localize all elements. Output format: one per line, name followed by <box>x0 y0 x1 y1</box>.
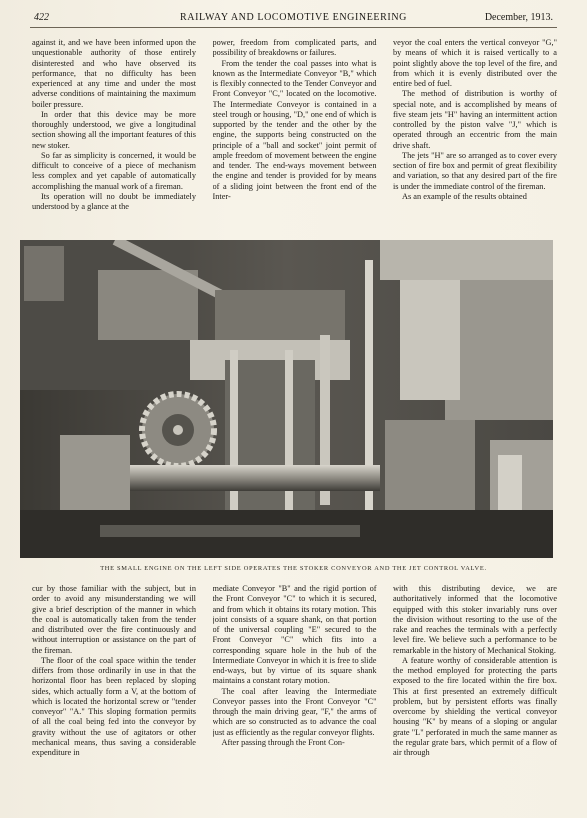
page-header <box>34 12 553 26</box>
text-column-6 <box>393 584 557 812</box>
paragraph: After passing through the Front Con- <box>221 737 345 747</box>
paragraph: The method of distribution is worthy of special note, and is accomplished by means of five steam jets "H" having an intermittent action controlled by the piston valve "J," which is operated through an eccentric from the main drive shaft. <box>393 89 557 150</box>
paragraph: The jets "H" are so arranged as to cover every section of fire box and permit of great flexibility and variation, so that any desired part of the fire is under the immediate control of the fireman. <box>393 150 557 191</box>
header-rule <box>30 27 557 28</box>
text-column-2 <box>213 38 377 232</box>
paragraph: power, freedom from complicated parts, and possibility of breakdowns or failures. <box>212 38 377 58</box>
paragraph: The floor of the coal space within the tender differs from those ordinarily in use in that the horizontal floor has been replaced by sloping sides, which actually form a V, at the bottom of which is located the horizontal screw or "tender conveyor" "A." This sloping formation permits of all the coal being fed into the conveyor by gravity without the use of agitators or other mechanical means, thus saving a considerable expenditure in <box>32 655 196 757</box>
stoker-engine-photo <box>20 240 553 558</box>
photo-caption: THE SMALL ENGINE ON THE LEFT SIDE OPERATES THE STOKER CONVEYOR AND THE JET CONTROL VALVE. <box>100 565 487 572</box>
paragraph: In order that this device may be more thoroughly understood, we give a longitudinal section showing all the important features of this new stoker. <box>32 109 196 150</box>
paragraph: So far as simplicity is concerned, it would be difficult to conceive of a piece of mechanism less complex and yet capable of automatically accomplishing the manual work of a fireman. <box>32 150 196 191</box>
paragraph: From the tender the coal passes into what is known as the Intermediate Conveyor "B," which is flexibly connected to the Tender Conveyor and Front Conveyor "C," located on the locomotive. The Intermediate Conveyor is contained in a steel trough or housing, "D," one end of which is supported by the tender and the other by the engine, the supports being constructed on the principle of a "ball and socket" joint permit of ample freedom of movement between the engine and tender. The end-ways movement between the engine and tender is provided for by means of a sliding joint between the front end of the Inter- <box>212 58 377 201</box>
issue-date: December, 1913. <box>484 12 553 23</box>
paragraph: The coal after leaving the Intermediate Conveyor passes into the Front Conveyor "C" through the main driving gear, "F," the arms of which are so constructed as to advance the coal just as efficiently as the regular conveyor flights. <box>212 686 377 737</box>
text-column-4 <box>32 584 196 812</box>
paragraph: A feature worthy of considerable attention is the method employed for protecting the parts exposed to the fire located within the fire box. This at first presented an extremely difficult problem, but by persistent efforts was finally overcome by shielding the vertical conveyor housing "K" by means of a sloping or angular grate "L" perforated in much the same manner as the regular grate bars, which permit of a flow of air through <box>393 655 557 757</box>
paragraph: mediate Conveyor "B" and the rigid portion of the Front Conveyor "C" to which it is secured, and from which it obtains its rotary motion. This joint consists of a square shank, on that portion of the universal coupling "E" secured to the Front Conveyor "C" which fits into a corresponding square hole in the hub of the Intermediate Conveyor in which it is free to slide end-ways, but by virtue of its square shank maintains a constant rotary motion. <box>212 584 377 686</box>
page-number: 422 <box>34 12 49 23</box>
text-column-5 <box>213 584 377 812</box>
text-column-1 <box>32 38 196 232</box>
paragraph: with this distributing device, we are authoritatively informed that the locomotive equipped with this stoker invariably runs over the division without resorting to the use of the rake and reaches the terminals with a perfectly level fire. We believe such a performance to be remarkable in the history of Mechanical Stoking. <box>393 584 557 655</box>
paragraph: Its operation will no doubt be immediately understood by a glance at the <box>32 191 196 211</box>
paragraph: veyor the coal enters the vertical conveyor "G," by means of which it is raised vertically to a point slightly above the top level of the fire, and from which it is evenly distributed over the entire bed of fuel. <box>393 38 557 88</box>
paragraph: against it, and we have been informed upon the unquestionable authority of those entirely disinterested and who have observed its performance, that no difficulty has been experienced at any time and under the most adverse conditions of maintaining the maximum boiler pressure. <box>32 38 196 109</box>
paragraph: As an example of the results obtained <box>402 191 527 201</box>
bottom-text-columns <box>32 584 557 812</box>
top-text-columns <box>32 38 557 232</box>
engine-photograph <box>20 240 553 558</box>
journal-title: RAILWAY AND LOCOMOTIVE ENGINEERING <box>180 12 407 23</box>
text-column-3 <box>393 38 557 232</box>
paragraph: cur by those familiar with the subject, but in order to avoid any misunderstanding we will give a brief description of the manner in which the coal is automatically taken from the tender and distributed over the fire continuously and without interruption or assistance on the part of the fireman. <box>32 584 196 655</box>
